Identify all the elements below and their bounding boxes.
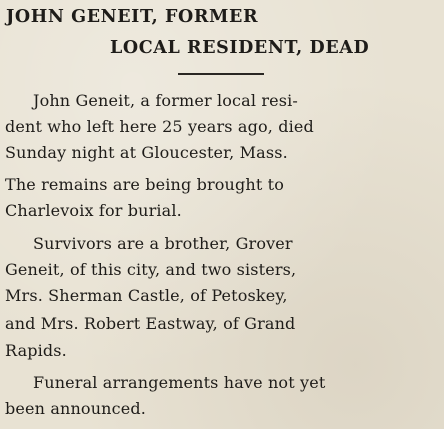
headline-line-1: JOHN GENEIT, FORMER [6,7,259,27]
paragraph-2-line-3: Mrs. Sherman Castle, of Petoskey, [5,286,288,305]
paragraph-1-line-3: Sunday night at Gloucester, Mass. [5,143,288,162]
paragraph-2-line-2: Geneit, of this city, and two sisters, [5,260,297,279]
paragraph-2-line-1: Survivors are a brother, Grover [33,234,293,253]
paragraph-3-line-2: been announced. [5,399,146,418]
headline-divider [178,73,264,75]
paragraph-1-line-2: dent who left here 25 years ago, died [5,117,314,136]
paragraph-1-line-1: John Geneit, a former local resi- [33,91,298,110]
headline-line-2: LOCAL RESIDENT, DEAD [110,38,370,58]
paragraph-1-line-4: The remains are being brought to [5,175,285,194]
paragraph-1-line-5: Charlevoix for burial. [5,201,182,220]
paragraph-2-line-4: and Mrs. Robert Eastway, of Grand [5,314,296,333]
paragraph-2-line-5: Rapids. [5,341,67,360]
paragraph-3-line-1: Funeral arrangements have not yet [33,373,326,392]
